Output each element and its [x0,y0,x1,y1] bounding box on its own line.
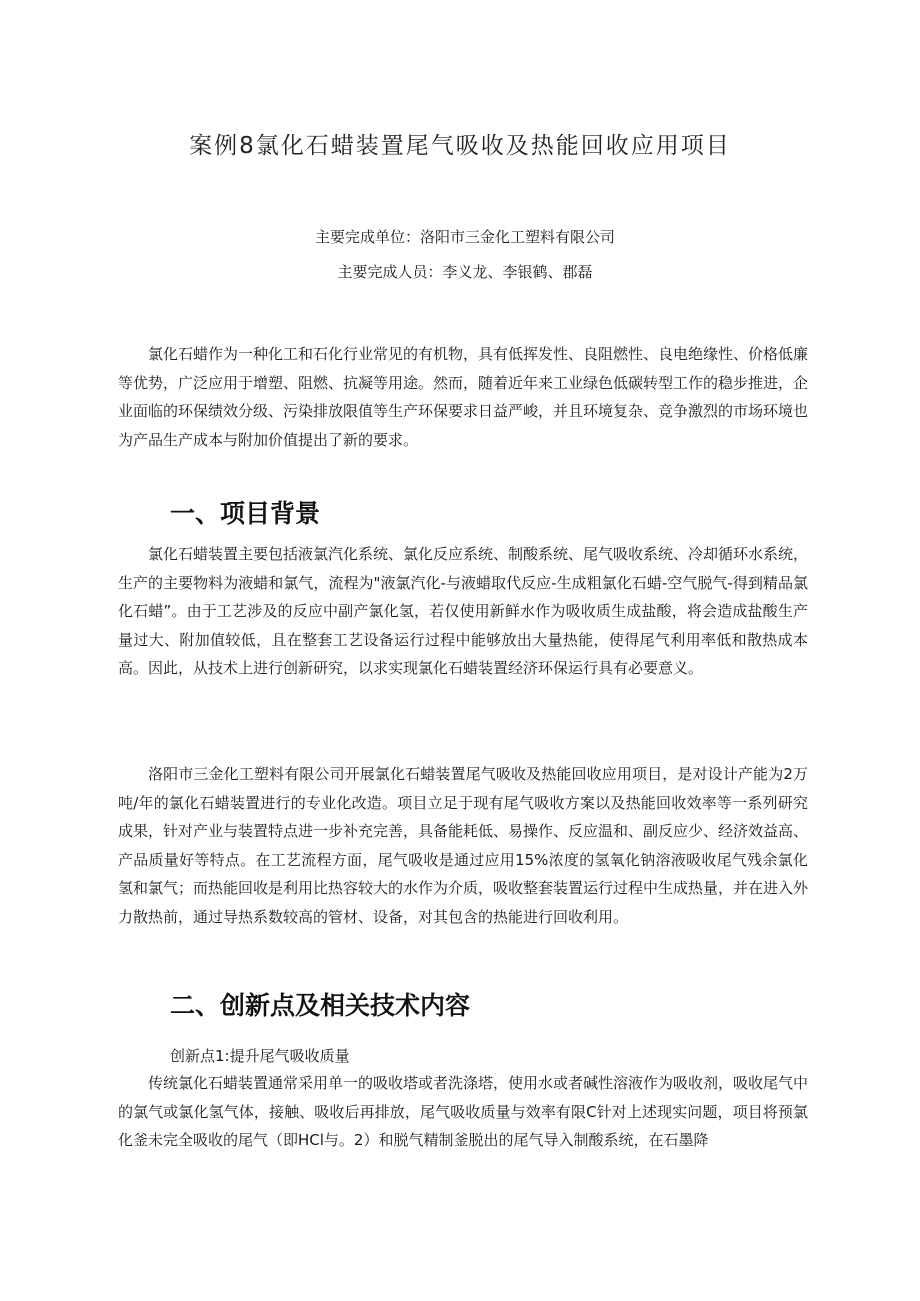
completion-unit: 主要完成单位：洛阳市三金化工塑料有限公司 [314,228,615,246]
section1-paragraph-2: 洛阳市三金化工塑料有限公司开展氯化石蜡装置尾气吸收及热能回收应用项目，是对设计产能为2万吨/年的氯化石蜡装置进行的专业化改造。项目立足于现有尾气吸收方案以及热能回收效率等一系列研究成果，针对产业与装置特点进一步补充完善，具备能耗低、易操作、反应温和、副反应少、经济效益高、产品质量好等特点。在工艺流程方面，尾气吸收是通过应用15%浓度的氢氧化钠溶液吸收尾气残余氯化氢和氯气；而热能回收是利用比热容较大的水作为介质，吸收整套装置运行过程中生成热量，并在进入外力散热前，通过导热系数较高的管材、设备，对其包含的热能进行回收利用。 [118,765,809,926]
intro-paragraph: 氯化石蜡作为一种化工和石化行业常见的有机物，具有低挥发性、良阻燃性、良电绝缘性、价格低廉等优势，广泛应用于增塑、阻燃、抗凝等用途。然而，随着近年来工业绿色低碳转型工作的稳步推进，企业面临的环保绩效分级、污染排放限值等生产环保要求日益严峻，并且环境复杂、竞争激烈的市场环境也为产品生产成本与附加价值提出了新的要求。 [118,345,809,449]
section2-paragraph-1: 传统氯化石蜡装置通常采用单一的吸收塔或者洗涤塔，使用水或者碱性溶液作为吸收剂，吸收尾气中的氯气或氯化氢气体，接触、吸收后再排放，尾气吸收质量与效率有限C针对上述现实问题，项目将预氯化釜未完全吸收的尾气（即HCl与。2）和脱气精制釜脱出的尾气导入制酸系统，在石墨降 [118,1074,809,1149]
document-title: 案例8氯化石蜡装置尾气吸收及热能回收应用项目 [189,133,731,159]
section1-heading: 一、项目背景 [170,499,321,528]
section2-heading: 二、创新点及相关技术内容 [170,991,471,1020]
completion-people: 主要完成人员：李义龙、李银鹤、郡磊 [337,263,593,281]
section1-paragraph-1: 氯化石蜡装置主要包括液氯汽化系统、氯化反应系统、制酸系统、尾气吸收系统、冷却循环水系统，生产的主要物料为液蜡和氯气，流程为"液氯汽化-与液蜡取代反应-生成粗氯化石蜡-空气脱气-得到精品氯化石蜡”。由于工艺涉及的反应中副产氯化氢，若仅使用新鲜水作为吸收质生成盐酸，将会造成盐酸生产量过大、附加值较低，且在整套工艺设备运行过程中能够放出大量热能，使得尾气利用率低和散热成本高。因此，从技术上进行创新研究，以求实现氯化石蜡装置经济环保运行具有必要意义。 [118,545,809,677]
innovation-1-subheading: 创新点1:提升尾气吸收质量 [170,1047,350,1065]
